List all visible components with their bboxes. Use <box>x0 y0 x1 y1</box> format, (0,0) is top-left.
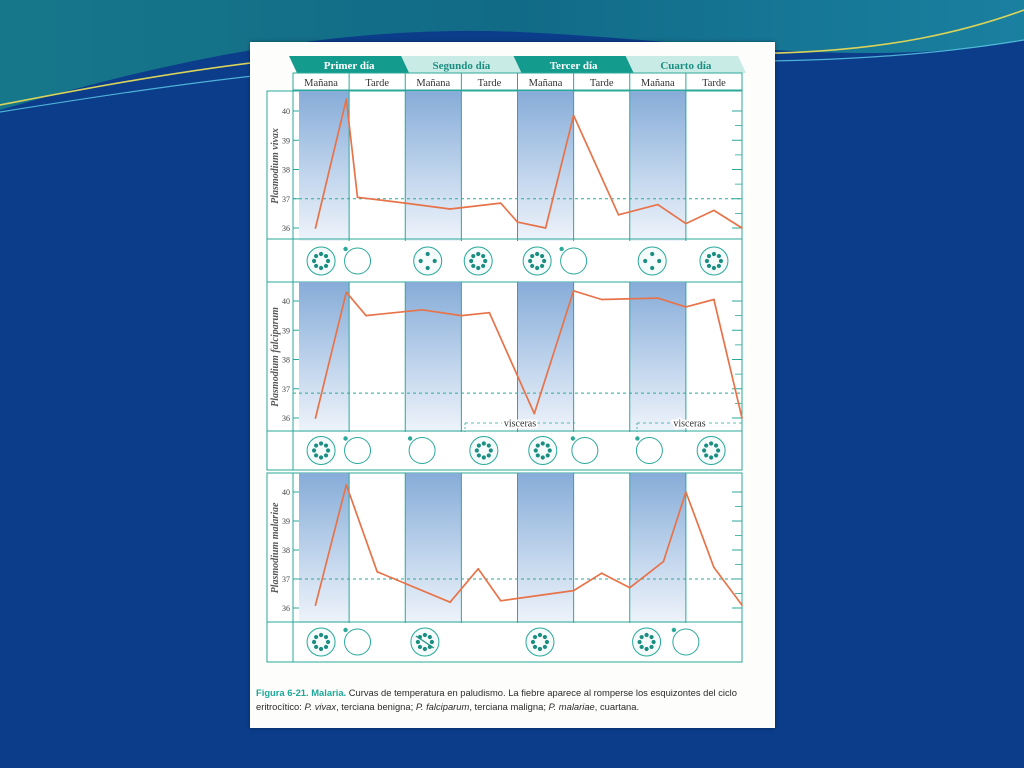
schizont-dot-icon <box>476 252 480 256</box>
morning-shading <box>299 473 349 623</box>
y-tick-label: 37 <box>282 194 290 204</box>
schizont-dot-icon <box>312 259 316 263</box>
schizont-dot-icon <box>649 635 653 639</box>
temperature-point <box>573 590 575 592</box>
temperature-point <box>500 600 502 602</box>
schizont-dot-icon <box>712 252 716 256</box>
infected-cell-icon <box>470 437 498 465</box>
schizont-dot-icon <box>471 254 475 258</box>
schizont-dot-icon <box>637 640 641 644</box>
schizont-dot-icon <box>649 645 653 649</box>
schizont-dot-icon <box>531 640 535 644</box>
schizont-dot-icon <box>481 264 485 268</box>
schizont-dot-icon <box>548 448 552 452</box>
infected-cell-icon <box>526 628 554 656</box>
schizont-dot-icon <box>643 259 647 263</box>
schizont-dot-icon <box>326 259 330 263</box>
temperature-point <box>713 299 715 301</box>
temperature-point <box>489 312 491 314</box>
schizont-dot-icon <box>640 645 644 649</box>
y-tick-label: 38 <box>282 355 290 365</box>
schizont-dot-icon <box>714 443 718 447</box>
schizont-dot-icon <box>650 266 654 270</box>
schizont-dot-icon <box>477 453 481 457</box>
schizont-dot-icon <box>324 453 328 457</box>
schizont-dot-icon <box>528 259 532 263</box>
y-tick-label: 37 <box>282 384 290 394</box>
temperature-point <box>629 587 631 589</box>
red-cell-icon <box>572 438 598 464</box>
species-axis-label: Plasmodium falciparum <box>270 307 281 407</box>
schizont-dot-icon <box>640 635 644 639</box>
schizont-dot-icon <box>419 259 423 263</box>
schizont-dot-icon <box>535 266 539 270</box>
merozoite-icon <box>635 436 639 440</box>
infected-cell-icon <box>523 247 551 275</box>
caption-text: Curvas de temperatura en paludismo. La fiebre aparece al romperse los esquizontes del ciclo eritrocítico: <box>256 687 737 712</box>
schizont-dot-icon <box>475 448 479 452</box>
y-tick-label: 36 <box>282 414 290 423</box>
merozoite-icon <box>343 628 347 632</box>
schizont-dot-icon <box>536 443 540 447</box>
red-cell-icon <box>345 438 371 464</box>
schizont-dot-icon <box>538 633 542 637</box>
species-axis-label: Plasmodium vivax <box>270 128 281 204</box>
schizont-dot-icon <box>712 266 716 270</box>
temperature-point <box>500 202 502 204</box>
schizont-dot-icon <box>426 252 430 256</box>
day-header-label: Primer día <box>323 60 375 72</box>
schizont-dot-icon <box>423 647 427 651</box>
infected-cell-icon <box>633 628 661 656</box>
temperature-point <box>663 561 665 563</box>
morning-shading <box>405 91 461 241</box>
y-tick-label: 36 <box>282 224 290 233</box>
temperature-point <box>315 227 317 229</box>
schizont-dot-icon <box>707 254 711 258</box>
schizont-dot-icon <box>545 640 549 644</box>
period-label: Mañana <box>416 78 451 89</box>
schizont-dot-icon <box>319 266 323 270</box>
schizont-dot-icon <box>314 635 318 639</box>
caption-species-falciparum: P. falciparum <box>415 700 470 712</box>
schizont-dot-icon <box>430 640 434 644</box>
schizont-dot-icon <box>705 259 709 263</box>
y-tick-label: 36 <box>282 604 290 613</box>
schizont-dot-icon <box>319 441 323 445</box>
schizont-dot-icon <box>534 448 538 452</box>
schizont-dot-icon <box>487 453 491 457</box>
schizont-dot-icon <box>428 635 432 639</box>
schizont-dot-icon <box>314 645 318 649</box>
visceras-label: visceras <box>673 418 706 430</box>
temperature-point <box>404 202 406 204</box>
temperature-point <box>618 214 620 216</box>
schizont-dot-icon <box>326 448 330 452</box>
temperature-charts <box>250 42 775 728</box>
schizont-dot-icon <box>426 266 430 270</box>
schizont-dot-icon <box>541 455 545 459</box>
merozoite-icon <box>559 247 563 251</box>
schizont-dot-icon <box>476 266 480 270</box>
temperature-point <box>345 484 347 486</box>
day-header <box>289 56 746 90</box>
temperature-point <box>713 210 715 212</box>
infected-cell-icon <box>529 437 557 465</box>
schizont-dot-icon <box>536 453 540 457</box>
y-tick-label: 37 <box>282 575 290 584</box>
schizont-dot-icon <box>314 264 318 268</box>
chart-panel <box>267 91 743 283</box>
chart-panel <box>267 282 743 470</box>
schizont-dot-icon <box>416 640 420 644</box>
temperature-point <box>657 204 659 206</box>
morning-shading <box>518 282 574 432</box>
schizont-dot-icon <box>530 264 534 268</box>
temperature-point <box>345 98 347 100</box>
infected-cell-icon <box>638 247 666 275</box>
schizont-dot-icon <box>314 254 318 258</box>
merozoite-icon <box>343 436 347 440</box>
temperature-point <box>601 299 603 301</box>
temperature-point <box>460 315 462 317</box>
morning-shading <box>299 282 349 432</box>
temperature-point <box>741 227 743 229</box>
schizont-dot-icon <box>702 448 706 452</box>
schizont-dot-icon <box>319 647 323 651</box>
schizont-dot-icon <box>644 633 648 637</box>
schizont-dot-icon <box>469 259 473 263</box>
temperature-point <box>573 290 575 292</box>
schizont-dot-icon <box>535 252 539 256</box>
merozoite-icon <box>571 436 575 440</box>
temperature-point <box>545 227 547 229</box>
y-tick-label: 38 <box>282 165 290 175</box>
schizont-dot-icon <box>481 254 485 258</box>
temperature-point <box>376 571 378 573</box>
temperature-point <box>357 196 359 198</box>
caption-text-vivax: , terciana benigna; <box>336 700 416 712</box>
schizont-dot-icon <box>312 640 316 644</box>
period-label: Tarde <box>477 78 502 89</box>
y-tick-label: 39 <box>282 136 290 146</box>
schizont-dot-icon <box>324 254 328 258</box>
merozoite-icon <box>672 628 676 632</box>
temperature-point <box>657 297 659 299</box>
y-tick-label: 39 <box>282 326 290 336</box>
temperature-point <box>573 114 575 116</box>
temperature-point <box>685 223 687 225</box>
chart-panels <box>267 91 743 662</box>
schizont-dot-icon <box>324 635 328 639</box>
red-cell-icon <box>345 248 371 274</box>
schizont-dot-icon <box>418 645 422 649</box>
schizont-dot-icon <box>709 455 713 459</box>
schizont-dot-icon <box>482 455 486 459</box>
schizont-dot-icon <box>541 441 545 445</box>
visceras-label: visceras <box>503 418 537 430</box>
day-header-label: Cuarto día <box>660 60 712 72</box>
caption-label: Figura 6-21. Malaria. <box>256 687 347 698</box>
red-cell-icon <box>409 438 435 464</box>
schizont-dot-icon <box>319 633 323 637</box>
figure-caption <box>256 686 772 713</box>
schizont-dot-icon <box>423 633 427 637</box>
schizont-dot-icon <box>483 259 487 263</box>
schizont-dot-icon <box>543 645 547 649</box>
infected-cell-icon <box>697 437 725 465</box>
schizont-dot-icon <box>644 647 648 651</box>
period-label: Mañana <box>640 78 675 89</box>
schizont-dot-icon <box>314 443 318 447</box>
schizont-dot-icon <box>319 455 323 459</box>
period-label: Tarde <box>702 78 726 89</box>
caption-species-vivax: P. vivax <box>304 700 337 712</box>
temperature-point <box>477 568 479 570</box>
schizont-dot-icon <box>650 252 654 256</box>
morning-shading <box>518 91 574 241</box>
schizont-dot-icon <box>716 448 720 452</box>
period-label: Mañana <box>528 78 563 89</box>
schizont-dot-icon <box>533 645 537 649</box>
day-header-label: Segundo día <box>432 60 491 72</box>
schizont-dot-icon <box>530 254 534 258</box>
temperature-point <box>685 306 687 308</box>
temperature-point <box>315 417 317 419</box>
merozoite-icon <box>408 436 412 440</box>
schizont-dot-icon <box>543 635 547 639</box>
red-cell-icon <box>561 248 587 274</box>
temperature-point <box>365 315 367 317</box>
y-tick-label: 40 <box>282 297 290 306</box>
schizont-dot-icon <box>312 448 316 452</box>
infected-cell-icon <box>464 247 492 275</box>
schizont-dot-icon <box>717 254 721 258</box>
temperature-point <box>449 601 451 603</box>
temperature-point <box>449 208 451 210</box>
schizont-dot-icon <box>546 443 550 447</box>
temperature-point <box>741 604 743 606</box>
schizont-dot-icon <box>719 259 723 263</box>
schizont-dot-icon <box>540 264 544 268</box>
schizont-dot-icon <box>487 443 491 447</box>
schizont-dot-icon <box>533 635 537 639</box>
figure-card <box>250 42 775 728</box>
caption-text-falciparum: , terciana maligna; <box>469 700 549 712</box>
morning-shading <box>405 282 461 432</box>
temperature-point <box>741 417 743 419</box>
schizont-dot-icon <box>542 259 546 263</box>
chart-panel <box>267 473 743 662</box>
schizont-dot-icon <box>657 259 661 263</box>
schizont-dot-icon <box>319 252 323 256</box>
period-label: Tarde <box>589 78 614 89</box>
morning-shading <box>299 91 349 241</box>
schizont-dot-icon <box>714 453 718 457</box>
schizont-dot-icon <box>707 264 711 268</box>
schizont-dot-icon <box>324 645 328 649</box>
temperature-point <box>421 309 423 311</box>
schizont-dot-icon <box>324 264 328 268</box>
temperature-point <box>517 221 519 223</box>
caption-species-malariae: P. malariae <box>548 700 595 712</box>
schizont-dot-icon <box>477 443 481 447</box>
infected-cell-icon <box>307 247 335 275</box>
temperature-point <box>315 604 317 606</box>
schizont-dot-icon <box>471 264 475 268</box>
schizont-dot-icon <box>314 453 318 457</box>
red-cell-icon <box>636 438 662 464</box>
y-tick-label: 40 <box>282 107 290 116</box>
temperature-point <box>685 491 687 493</box>
y-tick-label: 39 <box>282 517 290 526</box>
schizont-dot-icon <box>324 443 328 447</box>
schizont-dot-icon <box>704 453 708 457</box>
infected-cell-icon <box>700 247 728 275</box>
period-label: Mañana <box>304 78 338 89</box>
caption-text-malariae: , cuartana. <box>594 700 640 712</box>
schizont-dot-icon <box>326 640 330 644</box>
temperature-point <box>533 413 535 415</box>
schizont-dot-icon <box>709 441 713 445</box>
y-tick-label: 40 <box>282 488 290 497</box>
schizont-dot-icon <box>489 448 493 452</box>
merozoite-icon <box>343 247 347 251</box>
schizont-dot-icon <box>538 647 542 651</box>
schizont-dot-icon <box>546 453 550 457</box>
species-axis-label: Plasmodium malariae <box>270 502 281 594</box>
schizont-dot-icon <box>540 254 544 258</box>
temperature-point <box>345 291 347 293</box>
infected-cell-icon <box>307 628 335 656</box>
schizont-dot-icon <box>651 640 655 644</box>
morning-shading <box>518 473 574 623</box>
morning-shading <box>405 473 461 623</box>
day-header-label: Tercer día <box>549 60 598 72</box>
red-cell-icon <box>345 629 371 655</box>
schizont-dot-icon <box>704 443 708 447</box>
infected-cell-icon <box>307 437 335 465</box>
temperature-point <box>713 567 715 569</box>
schizont-dot-icon <box>482 441 486 445</box>
temperature-point <box>601 572 603 574</box>
period-label: Tarde <box>365 78 390 89</box>
schizont-dot-icon <box>717 264 721 268</box>
red-cell-icon <box>673 629 699 655</box>
infected-cell-icon <box>414 247 442 275</box>
schizont-dot-icon <box>433 259 437 263</box>
y-tick-label: 38 <box>282 546 290 555</box>
morning-shading <box>630 473 686 623</box>
